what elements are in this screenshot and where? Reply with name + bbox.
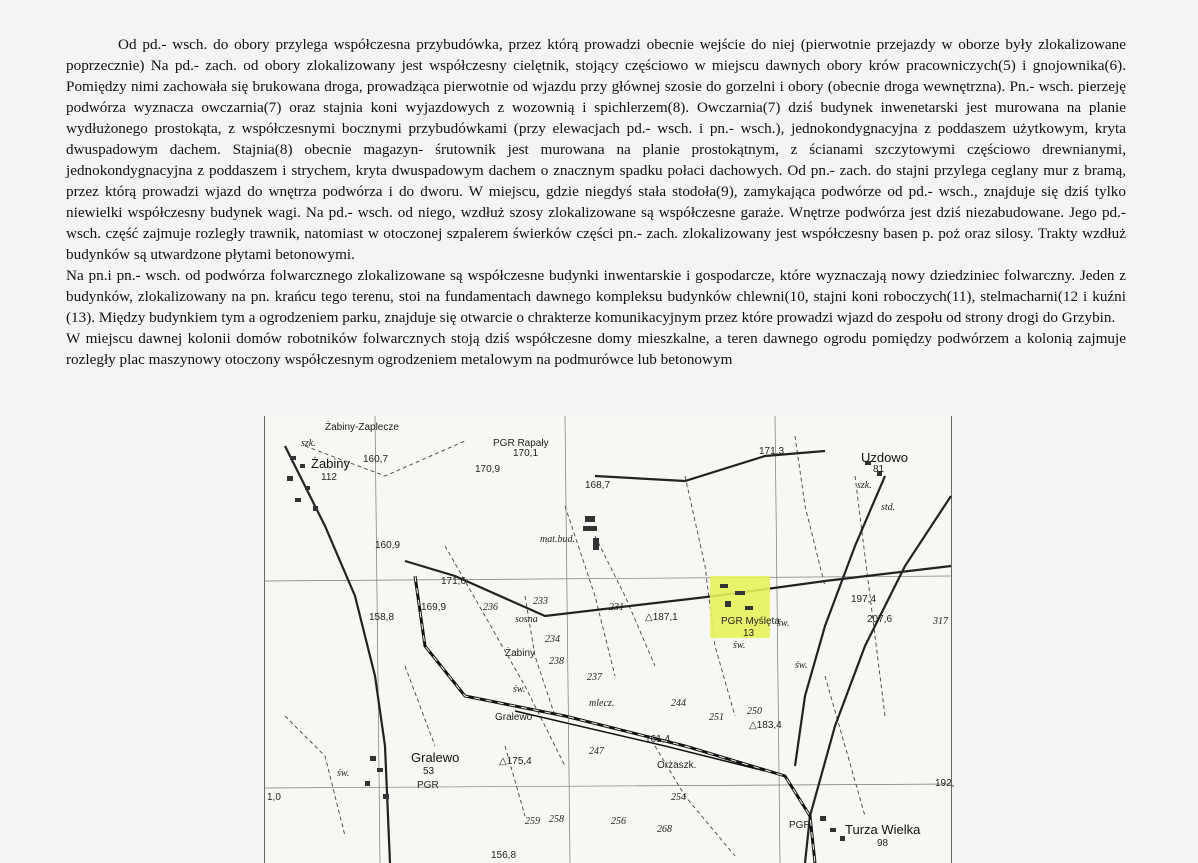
- map-roads: [285, 446, 951, 863]
- label-pgr-rapaty: PGR Rapały: [493, 438, 549, 449]
- label-std: std.: [881, 502, 896, 513]
- label-n192: 192,: [935, 778, 955, 789]
- label-sw-1: św.: [777, 618, 790, 629]
- label-n231: 231: [609, 602, 624, 613]
- label-gralewo-station: Gralewo: [495, 712, 533, 723]
- label-h170-9: 170,9: [475, 464, 501, 475]
- label-pgr-mysleta: PGR Myślęta: [721, 616, 780, 627]
- map-drawing: [265, 416, 955, 863]
- label-zabiny: Żabiny: [311, 456, 351, 471]
- label-n234: 234: [545, 634, 560, 645]
- label-edge: 1,0: [267, 792, 281, 803]
- label-n259: 259: [525, 816, 540, 827]
- label-turza-wielka: Turza Wielka: [845, 822, 921, 837]
- label-n233: 233: [533, 596, 548, 607]
- label-szk-2: szk.: [857, 480, 872, 491]
- label-h160-7: 160,7: [363, 454, 389, 465]
- label-n254: 254: [671, 792, 686, 803]
- label-n244: 244: [671, 698, 686, 709]
- label-sw-2: św.: [795, 660, 808, 671]
- paragraph-1: Od pd.- wsch. do obory przylega współczesna przybudówka, przez którą prowadzi obecnie wejście do niej (pierwotnie przejazdy w oborze były zlokalizowane poprzecznie) Na pd.- zach. od obory zlokalizowany jest współczesny cielętnik, stojący częściowo w miejscu dawnych obory krów pracowniczych(5) i gnojownika(6). Pomiędzy nimi zachowała się brukowana droga, prowadząca pierwotnie od wjazdu przy głównej szosie do gorzelni i obory (obecnie droga wewnętrzna). Pn.- wsch. pierzeję podwórza wyznacza owczarnia(7) oraz stajnia koni wyjazdowych z wozownią i spichlerzem(8). Owczarnia(7) dziś budynek inwenetarski jest murowana na planie wydłużonego prostokąta, z współczesnymi bocznymi przybudówkami (przy elewacjach pd.- wsch. i pn.- wsch.), jednokondygnacyjna z poddaszem użytkowym, kryta dwuspadowym dachem. Stajnia(8) obecnie magazyn- śrutownik jest murowana na planie prostokątnym, z ścianami szczytowymi częściowo drewnianymi, jednokondygnacyjna z poddaszem i strychem, kryta dwuspadowym dachem o znacznym spadku połaci dachowych. Od pn.- zach. do stajni przylega ceglany mur z bramą, przez którą prowadzi wjazd do wnętrza podwórza i do dworu. W miejscu, gdzie niegdyś stała stodoła(9), zamykająca podwórze od pd.- wsch., znajduje się dziś tylko niewielki współczesny budynek wagi. Na pd.- wsch. od niego, wzdłuż szosy zlokalizowane są współczesne garaże. Wnętrze podwórza jest dziś niezabudowane. Jego pd.- wsch. część zajmuje rozległy trawnik, natomiast w otoczonej szpalerem świerków części pn.- zach. zlokalizowany jest współczesny basen p. poż oraz silosy. Trakty wzdłuż budynków są utwardzone płytami betonowymi.: [66, 36, 1126, 263]
- label-h170-1: 170,1: [513, 448, 539, 459]
- label-sw-3: św.: [513, 684, 526, 695]
- paragraph-3: W miejscu dawnej kolonii domów robotników folwarcznych stoją dziś współczesne domy mieszkalne, a teren dawnego ogrodu pomiędzy podwórzem a kolonią zajmuje rozległy plac maszynowy otoczony współczesnym ogrodzeniem metalowym na podmurówce lub betonowym: [66, 330, 1126, 368]
- label-tri175: △175,4: [499, 756, 532, 767]
- label-n317: 317: [933, 616, 948, 627]
- label-sw-5: św.: [337, 768, 350, 779]
- label-n156: 156,8: [491, 850, 517, 861]
- label-gralewo: Gralewo: [411, 750, 460, 765]
- label-sosna: sosna: [515, 614, 538, 625]
- label-szk-1: szk.: [301, 438, 316, 449]
- label-n250: 250: [747, 706, 762, 717]
- highlight-area: [710, 576, 770, 638]
- label-n238: 238: [549, 656, 564, 667]
- label-uzdowo: Uzdowo: [861, 450, 908, 465]
- label-n13: 13: [743, 628, 755, 639]
- label-n237: 237: [587, 672, 602, 683]
- label-n251: 251: [709, 712, 724, 723]
- label-n247: 247: [589, 746, 604, 757]
- document-body: [66, 34, 1126, 370]
- label-uzdowo-num: 81: [873, 464, 885, 475]
- label-n256: 256: [611, 816, 626, 827]
- label-n258: 258: [549, 814, 564, 825]
- label-mat-bud: mat.bud.: [540, 534, 575, 545]
- label-h171-3: 171,3: [759, 446, 785, 457]
- label-h171-6: 171,6: [441, 576, 467, 587]
- label-zabiny-zaplecze: Żabiny-Zaplecze: [325, 422, 399, 433]
- label-turza-num: 98: [877, 838, 889, 849]
- label-tri187: △187,1: [645, 612, 678, 623]
- label-tri183: △183,4: [749, 720, 782, 731]
- label-pgr-1: PGR: [417, 780, 439, 791]
- label-zabiny-num: 112: [321, 472, 337, 483]
- label-n236: 236: [483, 602, 498, 613]
- label-pgr-2: PGR: [789, 820, 811, 831]
- label-h168-7: 168,7: [585, 480, 611, 491]
- label-sw-4: św.: [733, 640, 746, 651]
- label-h197-4: 197,4: [851, 594, 877, 605]
- label-h169-9: 169,9: [421, 602, 447, 613]
- label-n161-4: 161,4: [645, 734, 671, 745]
- topographic-map: [264, 416, 955, 863]
- label-h158-8: 158,8: [369, 612, 395, 623]
- paragraph-2: Na pn.i pn.- wsch. od podwórza folwarcznego zlokalizowane są współczesne budynki inwentarskie i gospodarcze, które wyznaczają nowy dziedziniec folwarczny. Jeden z budynków, zlokalizowany na pn. krańcu tego terenu, stoi na fundamentach dawnego kompleksu budynków chlewni(10, stajni koni roboczych(11), stelmacharni(12 i kuźni (13). Między budynkiem tym a ogrodzeniem parku, znajduje się otwarcie o chrakterze komunikacyjnym przez które prowadzi wjazd do zespołu od strony drogi do Grzybin.: [66, 267, 1126, 326]
- label-zabiny-2: Żabiny: [505, 648, 536, 659]
- label-h160-9: 160,9: [375, 540, 401, 551]
- label-n268: 268: [657, 824, 672, 835]
- label-gralewo-num: 53: [423, 766, 435, 777]
- label-h207-6: 207,6: [867, 614, 893, 625]
- label-mlecz: mlecz.: [589, 698, 615, 709]
- label-orzaszk: Orżaszk.: [657, 760, 697, 771]
